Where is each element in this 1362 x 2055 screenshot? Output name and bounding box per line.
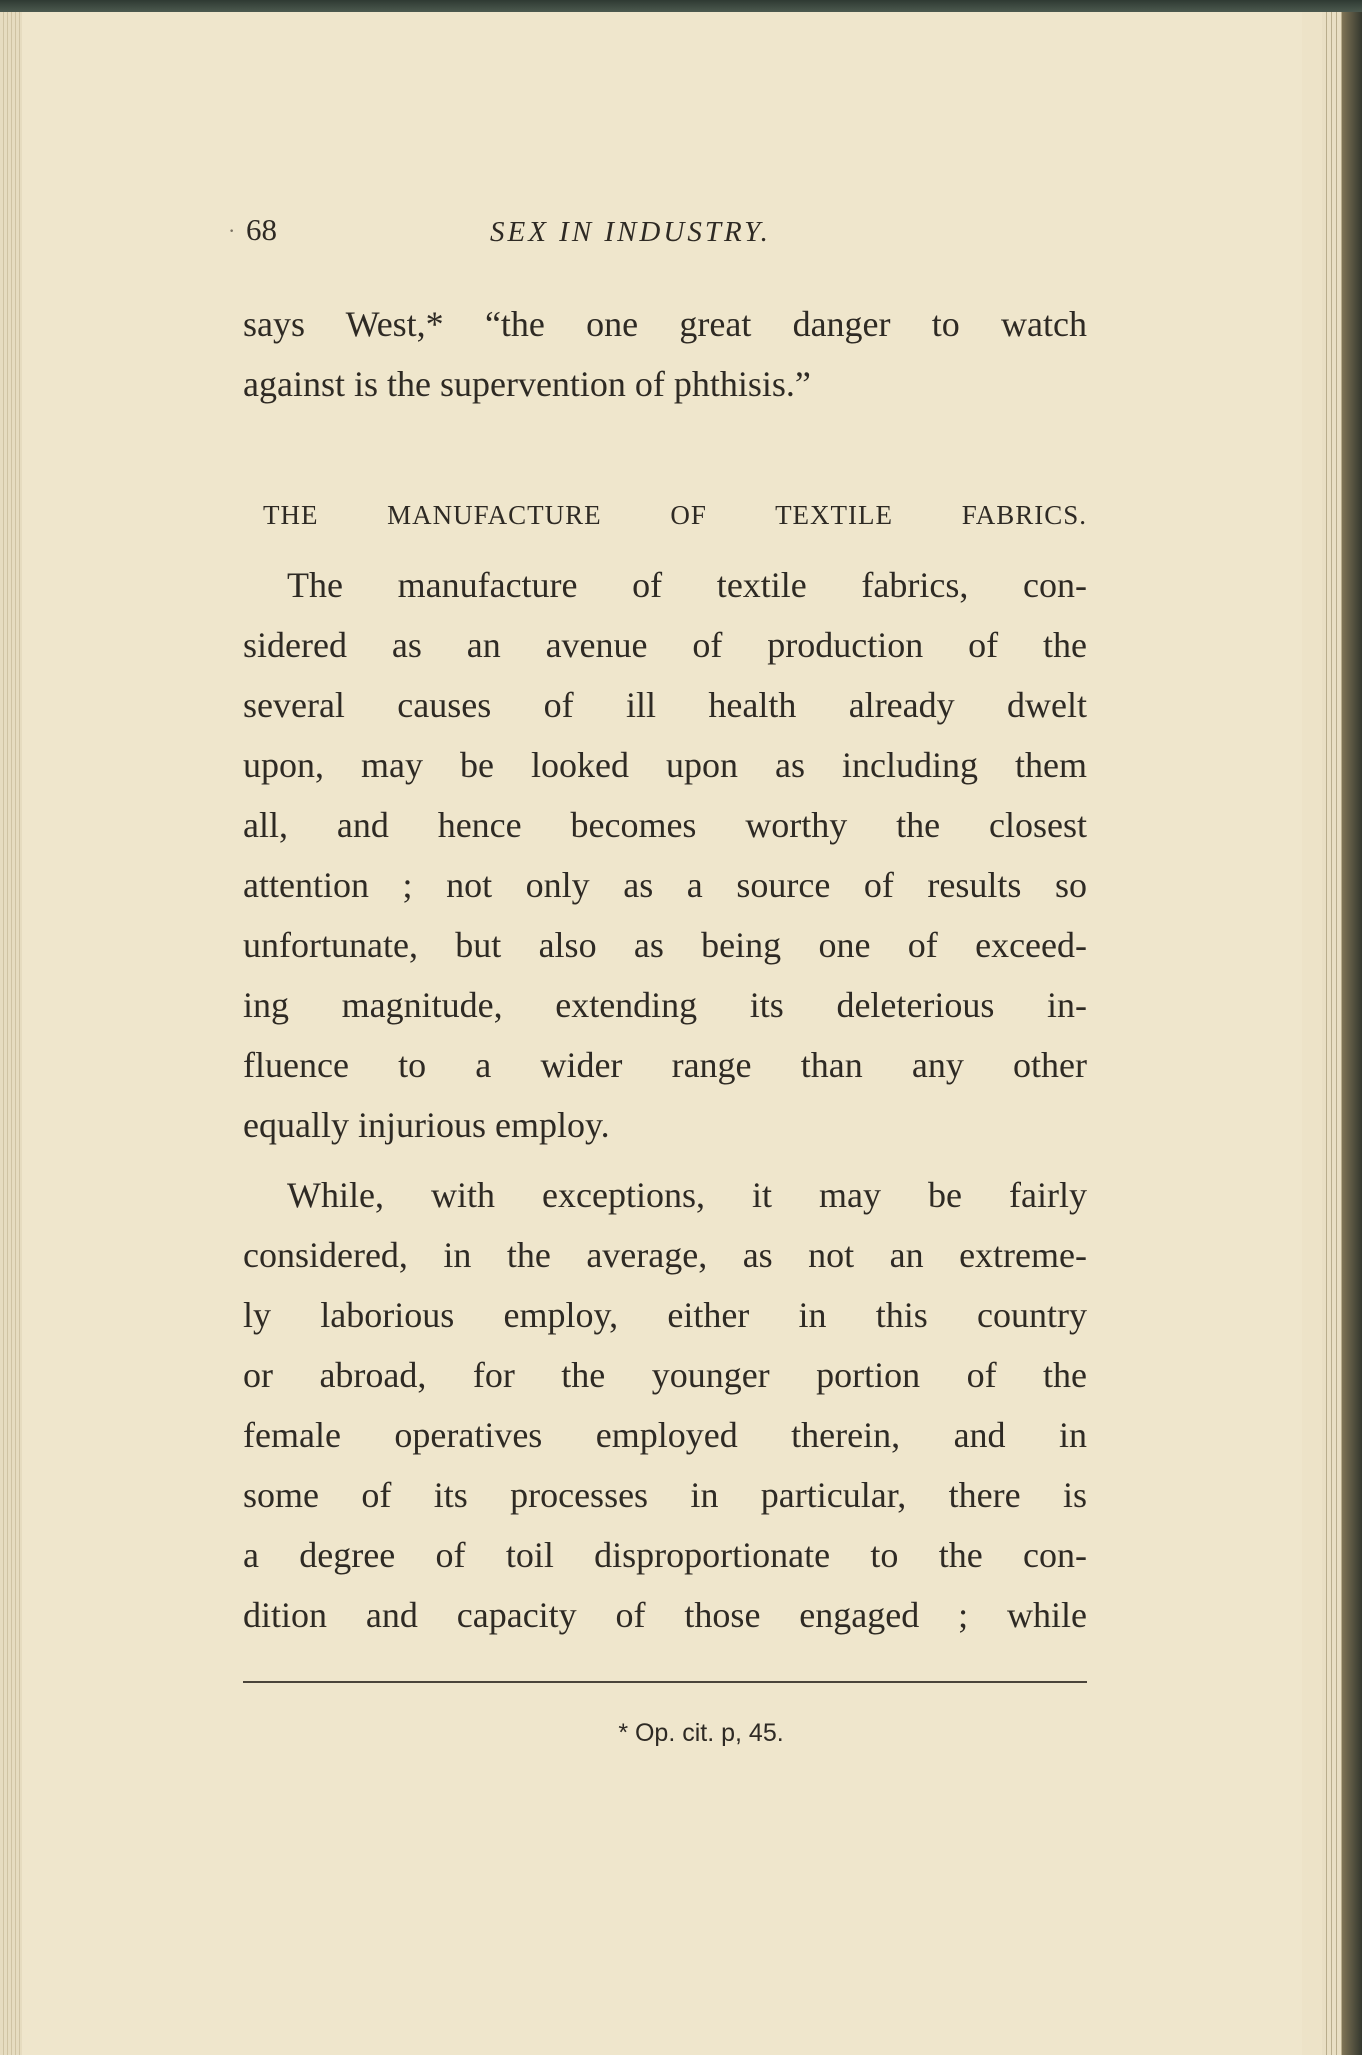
- text-line: sidered as an avenue of production of the: [243, 625, 1087, 665]
- running-head: [0, 210, 1362, 260]
- text-line: dition and capacity of those engaged ; while: [243, 1595, 1087, 1635]
- paragraph-two: [243, 1165, 1087, 1645]
- text-line: some of its processes in particular, there is: [243, 1475, 1087, 1515]
- text-line: upon, may be looked upon as including them: [243, 745, 1087, 785]
- running-title: SEX IN INDUSTRY.: [490, 216, 771, 248]
- text-line: against is the supervention of phthisis.”: [243, 364, 811, 404]
- text-line: female operatives employed therein, and in: [243, 1415, 1087, 1455]
- text-line: ly laborious employ, either in this country: [243, 1295, 1087, 1335]
- text-line: says West,* “the one great danger to watch: [243, 304, 1087, 344]
- text-line: several causes of ill health already dwelt: [243, 685, 1087, 725]
- footnote: * Op. cit. p, 45.: [618, 1719, 784, 1747]
- text-line: While, with exceptions, it may be fairly: [287, 1175, 1087, 1215]
- text-line: ing magnitude, extending its deleterious in-: [243, 985, 1087, 1025]
- text-line: all, and hence becomes worthy the closest: [243, 805, 1087, 845]
- text-line: considered, in the average, as not an extreme-: [243, 1235, 1087, 1275]
- page-number: 68: [246, 212, 277, 247]
- paragraph-one: [243, 555, 1087, 1155]
- text-line: fluence to a wider range than any other: [243, 1045, 1087, 1085]
- footnote-rule: [243, 1681, 1087, 1683]
- text-line: The manufacture of textile fabrics, con-: [287, 565, 1087, 605]
- text-line: or abroad, for the younger portion of the: [243, 1355, 1087, 1395]
- text-line: unfortunate, but also as being one of exceed-: [243, 925, 1087, 965]
- page-mark: ·: [228, 218, 236, 243]
- section-heading: THE MANUFACTURE OF TEXTILE FABRICS.: [263, 500, 1087, 530]
- text-line: a degree of toil disproportionate to the con-: [243, 1535, 1087, 1575]
- opening-paragraph: [243, 294, 1087, 414]
- text-line: attention ; not only as a source of results so: [243, 865, 1087, 905]
- book-binding-top: [0, 0, 1362, 12]
- text-line: equally injurious employ.: [243, 1105, 610, 1145]
